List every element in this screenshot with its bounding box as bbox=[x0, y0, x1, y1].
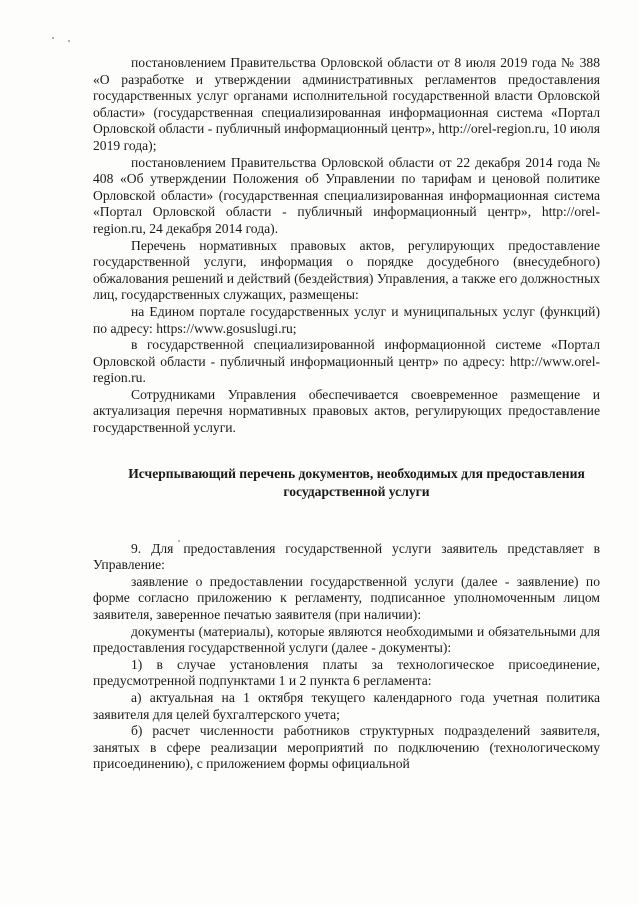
paragraph-subitem-a: а) актуальная на 1 октября текущего календарного года учетная политика заявителя для целей бухгалтерского учета; bbox=[93, 690, 600, 722]
scan-speck bbox=[52, 37, 54, 39]
paragraph-subitem-1: 1) в случае установления платы за технологическое присоединение, предусмотренной подпунктами 1 и 2 пункта 6 регламента: bbox=[93, 656, 600, 689]
paragraph-gosuslugi: на Едином портале государственных услуг и муниципальных услуг (функций) по адресу: https://www.gosuslugi.ru; bbox=[93, 303, 600, 336]
paragraph-item-9: 9. Для предоставления государственной услуги заявитель представляет в Управление: bbox=[93, 540, 600, 573]
paragraph-staff-updates: Сотрудниками Управления обеспечивается своевременное размещение и актуализация перечня нормативных правовых актов, регулирующих предоставление государственной услуги. bbox=[93, 386, 600, 436]
paragraph-orel-portal: в государственной специализированной информационной системе «Портал Орловской области - публичный информационный центр» по адресу: http://www.orel-region.ru. bbox=[93, 337, 600, 386]
section-heading: Исчерпывающий перечень документов, необходимых для предоставления государственной услуги bbox=[128, 465, 585, 499]
paragraph-application: заявление о предоставлении государственной услуги (далее - заявление) по форме согласно приложению к регламенту, подписанное уполномоченным лицом заявителя, заверенное печатью заявителя (при наличии): bbox=[93, 573, 600, 623]
paragraph-decree-388: постановлением Правительства Орловской области от 8 июля 2019 года № 388 «О разработке и утверждении административных регламентов предоставления государственных услуг органами исполнительной государственной власти Орловской области» (государственная специализированная информационная система «Портал Орловской области - публичный информационный центр», http://orel-region.ru, 10 июля 2019 года); bbox=[93, 55, 600, 153]
scan-speck bbox=[68, 40, 70, 42]
paragraph-list-of-acts: Перечень нормативных правовых актов, регулирующих предоставление государственной услуги, информация о порядке досудебного (внесудебного) обжалования решений и действий (бездействия) Управления, а также его должностных лиц, государственных служащих, размещены: bbox=[93, 237, 600, 303]
paragraph-subitem-b: б) расчет численности работников структурных подразделений заявителя, занятых в сфере реализации мероприятий по подключению (технологическому присоединению), с приложением формы официальной bbox=[93, 723, 600, 772]
paragraph-documents: документы (материалы), которые являются необходимыми и обязательными для предоставления государственной услуги (далее - документы): bbox=[93, 623, 600, 656]
document-page bbox=[93, 55, 600, 773]
paragraph-decree-408: постановлением Правительства Орловской области от 22 декабря 2014 года № 408 «Об утверждении Положения об Управлении по тарифам и ценовой политике Орловской области» (государственная специализированная информационная система «Портал Орловской области - публичный информационный центр», http://orel-region.ru, 24 декабря 2014 года). bbox=[93, 154, 600, 236]
